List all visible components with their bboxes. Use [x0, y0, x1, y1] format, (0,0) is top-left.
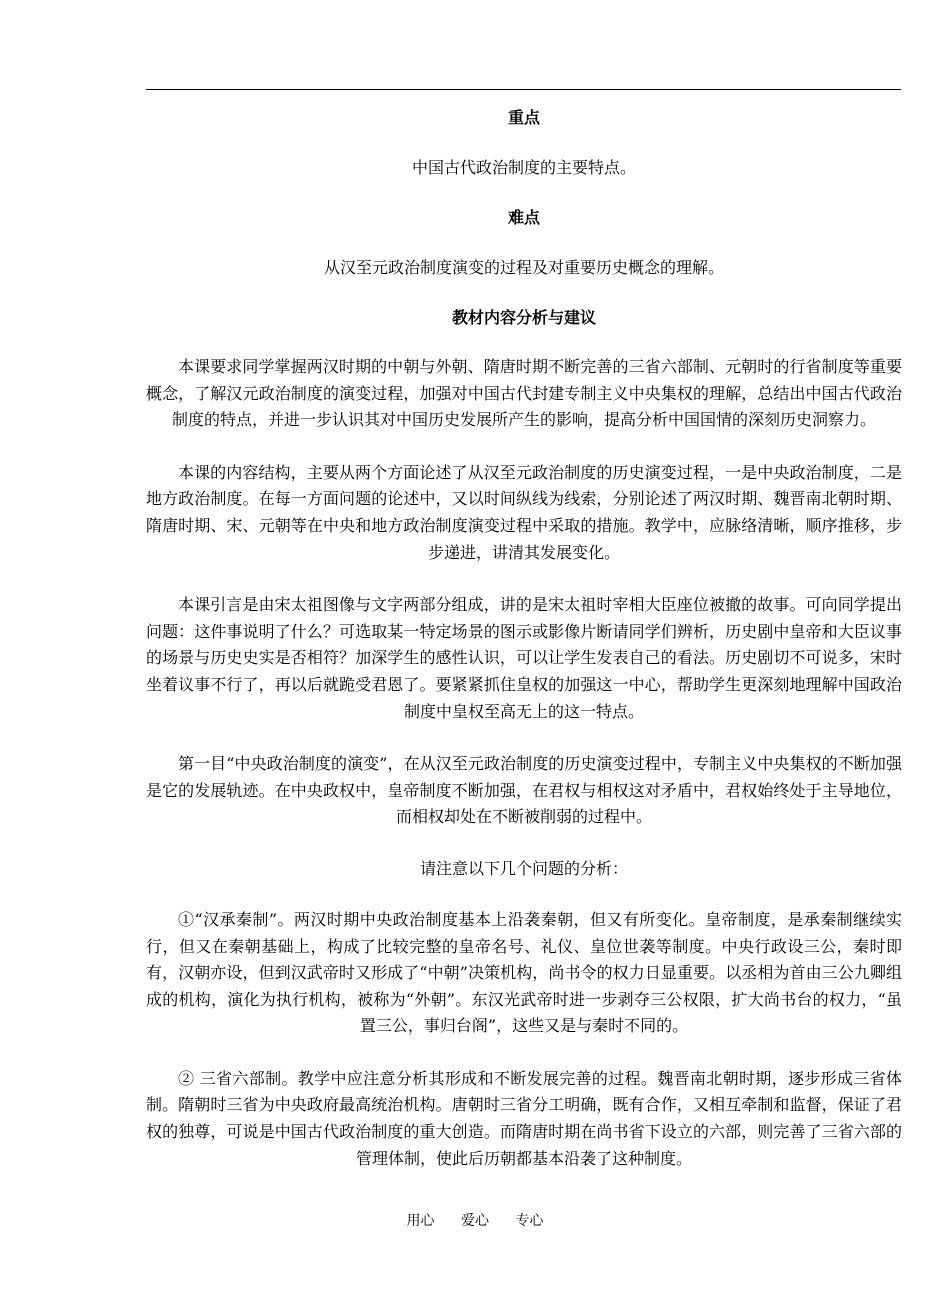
analysis-note: 请注意以下几个问题的分析： [419, 858, 628, 878]
footer-word-1: 用心 [406, 1213, 435, 1229]
difficulties-heading: 难点 [507, 208, 540, 227]
paragraph-1: 本课要求同学掌握两汉时期的中朝与外朝、隋唐时期不断完善的三省六部制、元朝时的行省制度等重要概念，了解汉元政治制度的演变过程，加强对中国古代封建专制主义中央集权的理解，总结出中国古代政治制度的特点，并进一步认识其对中国历史发展所产生的影响，提高分析中国国情的深刻历史洞察力。 [146, 357, 902, 430]
analysis-heading: 教材内容分析与建议 [451, 308, 596, 327]
page-footer [0, 1211, 950, 1231]
difficulties-text: 从汉至元政治制度演变的过程及对重要历史概念的理解。 [323, 258, 724, 277]
paragraph-3: 本课引言是由宋太祖图像与文字两部分组成，讲的是宋太祖时宰相大臣座位被撤的故事。可向同学提出问题：这件事说明了什么？可选取某一特定场景的图示或影像片断请同学们辨析，历史剧中皇帝和大臣议事的场景与历史史实是否相符？加深学生的感性认识，可以让学生发表自己的看法。历史剧切不可说多，宋时坐着议事不行了，再以后就跪受君恩了。要紧紧抓住皇权的加强这一中心，帮助学生更深刻地理解中国政治制度中皇权至高无上的这一特点。 [146, 595, 902, 721]
key-points-text: 中国古代政治制度的主要特点。 [411, 158, 636, 177]
paragraph-4: 第一目“中央政治制度的演变”，在从汉至元政治制度的历史演变过程中，专制主义中央集权的不断加强是它的发展轨迹。在中央政权中，皇帝制度不断加强，在君权与相权这对矛盾中，君权始终处于主导地位，而相权却处在不断被削弱的过程中。 [146, 754, 902, 827]
header-rule [146, 89, 901, 90]
document-body [146, 104, 902, 1172]
footer-word-2: 爱心 [461, 1213, 489, 1229]
paragraph-6: ② 三省六部制。教学中应注意分析其形成和不断发展完善的过程。魏晋南北朝时期，逐步形成三省体制。隋朝时三省为中央政府最高统治机构。唐朝时三省分工明确，既有合作，又相互牵制和监督，保证了君权的独尊，可说是中国古代政治制度的重大创造。而隋唐时期在尚书省下设立的六部，则完善了三省六部的管理体制，使此后历朝都基本沿袭了这种制度。 [146, 1068, 902, 1168]
footer-word-3: 专心 [515, 1213, 544, 1229]
paragraph-2: 本课的内容结构，主要从两个方面论述了从汉至元政治制度的历史演变过程，一是中央政治制度，二是地方政治制度。在每一方面问题的论述中，又以时间纵线为线索，分别论述了两汉时期、魏晋南北朝时期、隋唐时期、宋、元朝等在中央和地方政治制度演变过程中采取的措施。教学中，应脉络清晰，顺序推移，步步递进，讲清其发展变化。 [146, 462, 902, 562]
key-points-heading: 重点 [507, 108, 540, 127]
paragraph-5: ①“汉承秦制”。两汉时期中央政治制度基本上沿袭秦朝，但又有所变化。皇帝制度，是承秦制继续实行，但又在秦朝基础上，构成了比较完整的皇帝名号、礼仪、皇位世袭等制度。中央行政设三公，秦时即有，汉朝亦设，但到汉武帝时又形成了“中朝”决策机构，尚书令的权力日显重要。以丞相为首由三公九卿组成的机构，演化为执行机构，被称为“外朝”。东汉光武帝时进一步剥夺三公权限，扩大尚书台的权力，“虽置三公，事归台阁”，这些又是与秦时不同的。 [146, 909, 902, 1036]
